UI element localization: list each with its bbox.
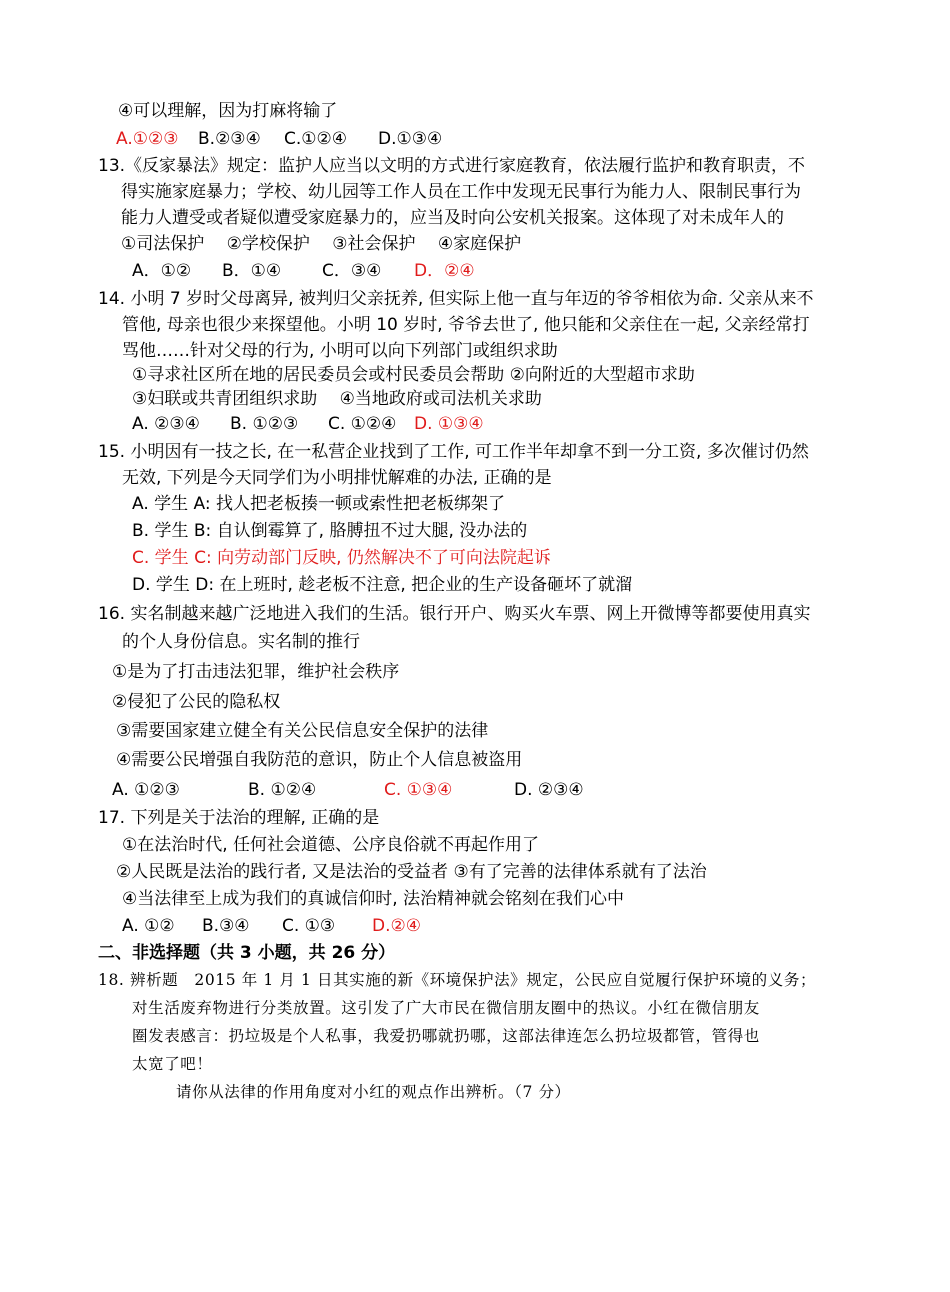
q16-item-3: ③需要国家建立健全有关公民信息安全保护的法律 xyxy=(116,721,489,741)
q16-item-2: ②侵犯了公民的隐私权 xyxy=(112,692,281,712)
q14-options xyxy=(132,412,484,436)
q13-option-d: D．②④ xyxy=(414,261,475,281)
q18-prompt: 请你从法律的作用角度对小红的观点作出辨析。（7 分） xyxy=(176,1083,571,1101)
q14-stem-line-1: 14. 小明 7 岁时父母离异, 被判归父亲抚养, 但实际上他一直与年迈的爷爷相依为命. 父亲从来不 xyxy=(98,289,814,309)
q13-stem-line-1: 13.《反家暴法》规定：监护人应当以文明的方式进行家庭教育，依法履行监护和教育职责，不 xyxy=(98,156,806,176)
q13-items: ①司法保护 ②学校保护 ③社会保护 ④家庭保护 xyxy=(121,234,522,254)
q15-option-a: A. 学生 A: 找人把老板揍一顿或索性把老板绑架了 xyxy=(132,494,506,514)
q18-stem-line-2: 对生活废弃物进行分类放置。这引发了广大市民在微信朋友圈中的热议。小红在微信朋友 xyxy=(132,999,760,1017)
q17-option-c: C. ①③ xyxy=(282,916,336,936)
q17-option-a: A. ①② xyxy=(122,916,175,936)
q18-stem-line-1: 18. 辨析题 2015 年 1 月 1 日其实施的新《环境保护法》规定，公民应自觉履行保护环境的义务； xyxy=(98,971,817,989)
q12-options xyxy=(116,127,442,151)
q12-option-a: A.①②③ xyxy=(116,129,179,149)
q15-option-c: C. 学生 C: 向劳动部门反映, 仍然解决不了可向法院起诉 xyxy=(132,548,551,568)
q14-stem-line-3: 骂他……针对父母的行为, 小明可以向下列部门或组织求助 xyxy=(122,341,558,361)
q14-items-1: ①寻求社区所在地的居民委员会或村民委员会帮助 ②向附近的大型超市求助 xyxy=(132,365,695,385)
q13-stem-line-2: 得实施家庭暴力；学校、幼儿园等工作人员在工作中发现无民事行为能力人、限制民事行为 xyxy=(121,182,801,202)
q13-stem-line-3: 能力人遭受或者疑似遭受家庭暴力的，应当及时向公安机关报案。这体现了对未成年人的 xyxy=(121,208,784,228)
q12-option-d: D.①③④ xyxy=(378,129,443,149)
q15-stem-line-2: 无效, 下列是今天同学们为小明排忧解难的办法, 正确的是 xyxy=(122,468,552,488)
q16-options xyxy=(112,778,584,802)
q16-option-b: B. ①②④ xyxy=(248,780,317,800)
q12-option-b: B.②③④ xyxy=(198,129,261,149)
q16-stem-line-2: 的个人身份信息。实名制的推行 xyxy=(122,632,360,652)
q17-item-4: ④当法律至上成为我们的真诚信仰时, 法治精神就会铭刻在我们心中 xyxy=(122,889,625,909)
q17-item-2-3: ②人民既是法治的践行者, 又是法治的受益者 ③有了完善的法律体系就有了法治 xyxy=(116,862,707,882)
q16-item-4: ④需要公民增强自我防范的意识，防止个人信息被盗用 xyxy=(116,750,523,770)
q14-option-d: D. ①③④ xyxy=(414,414,484,434)
q14-option-b: B. ①②③ xyxy=(230,414,299,434)
q13-option-c: C．③④ xyxy=(322,261,382,281)
q14-stem-line-2: 管他, 母亲也很少来探望他。小明 10 岁时, 爷爷去世了, 他只能和父亲住在一起, 父亲经常打 xyxy=(122,315,810,335)
q15-stem-line-1: 15. 小明因有一技之长, 在一私营企业找到了工作, 可工作半年却拿不到一分工资, 多次催讨仍然 xyxy=(98,442,809,462)
q17-option-d: D.②④ xyxy=(372,916,421,936)
q15-option-b: B. 学生 B: 自认倒霉算了, 胳膊扭不过大腿, 没办法的 xyxy=(132,521,528,541)
q18-stem-line-3: 圈发表感言：扔垃圾是个人私事，我爱扔哪就扔哪，这部法律连怎么扔垃圾都管，管得也 xyxy=(132,1027,760,1045)
q16-option-c: C. ①③④ xyxy=(384,780,453,800)
q14-option-c: C. ①②④ xyxy=(328,414,397,434)
section-heading-nonchoice: 二、非选择题（共 3 小题，共 26 分） xyxy=(98,943,396,963)
q13-options xyxy=(132,259,475,283)
q17-option-b: B.③④ xyxy=(202,916,250,936)
q16-item-1: ①是为了打击违法犯罪，维护社会秩序 xyxy=(112,662,400,682)
q13-option-a: A．①② xyxy=(132,261,192,281)
q14-option-a: A. ②③④ xyxy=(132,414,200,434)
q14-items-2: ③妇联或共青团组织求助 ④当地政府或司法机关求助 xyxy=(132,389,542,409)
q12-item-4: ④可以理解，因为打麻将输了 xyxy=(118,101,338,121)
q17-item-1: ①在法治时代, 任何社会道德、公序良俗就不再起作用了 xyxy=(122,835,540,855)
q16-option-a: A. ①②③ xyxy=(112,780,180,800)
q16-stem-line-1: 16. 实名制越来越广泛地进入我们的生活。银行开户、购买火车票、网上开微博等都要使用真实 xyxy=(98,604,811,624)
q17-stem: 17. 下列是关于法治的理解, 正确的是 xyxy=(98,808,380,828)
q18-stem-line-4: 太宽了吧！ xyxy=(132,1055,213,1073)
q13-option-b: B．①④ xyxy=(222,261,282,281)
q16-option-d: D. ②③④ xyxy=(514,780,584,800)
q12-option-c: C.①②④ xyxy=(284,129,347,149)
q17-options xyxy=(122,914,421,938)
q15-option-d: D. 学生 D: 在上班时, 趁老板不注意, 把企业的生产设备砸坏了就溜 xyxy=(132,575,633,595)
